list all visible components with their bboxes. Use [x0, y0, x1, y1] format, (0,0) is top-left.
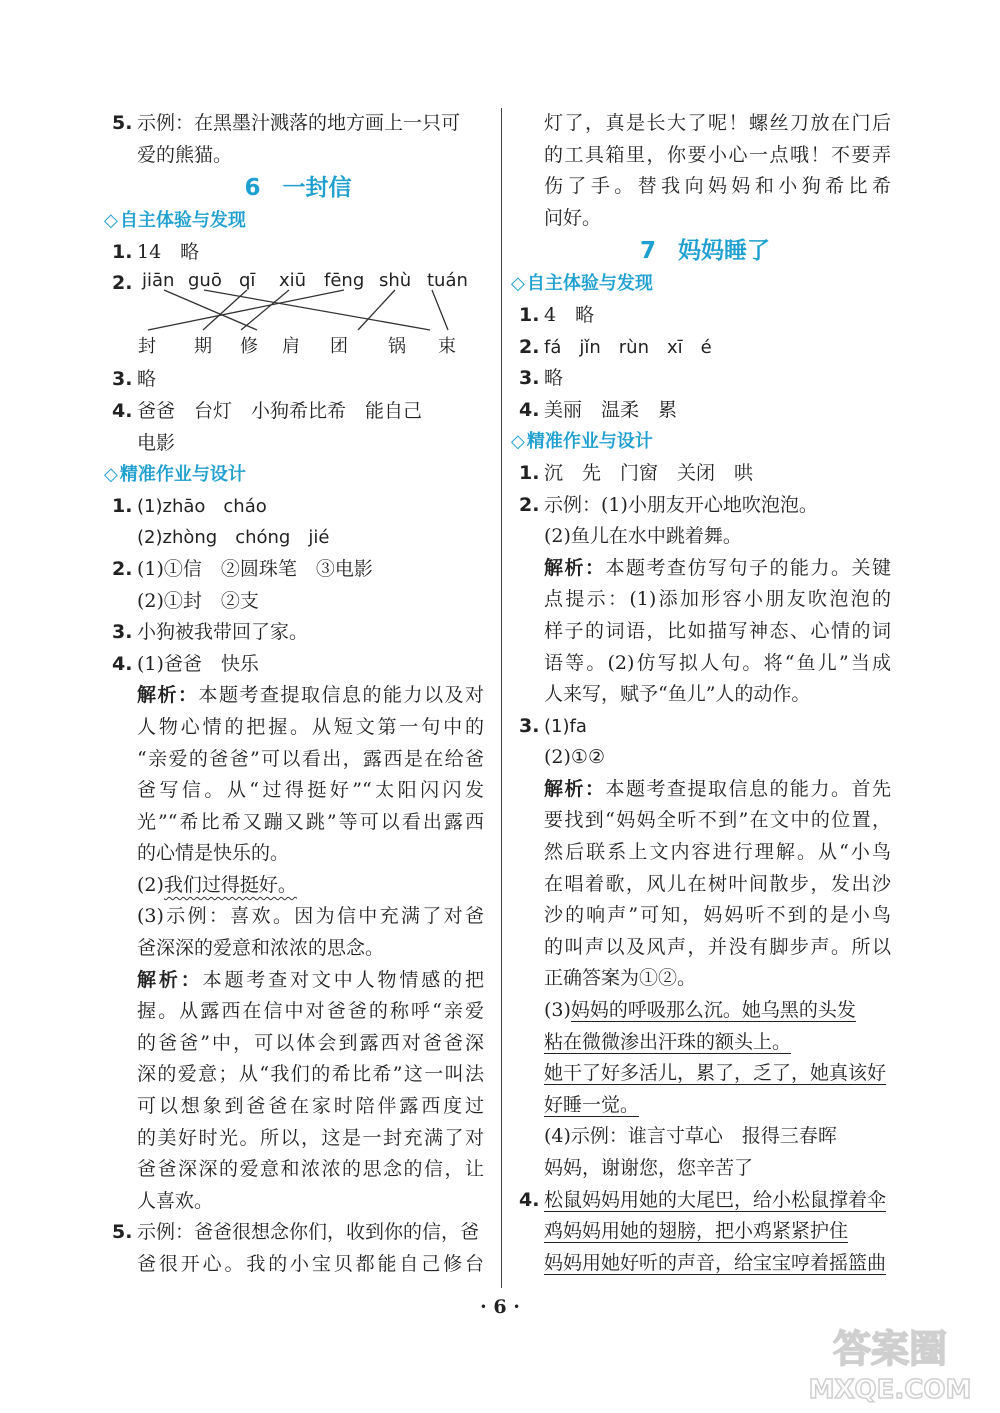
analysis-text: 然后联系上文内容进行理解。从“小鸟 — [544, 841, 891, 864]
underlined-text: 松鼠妈妈用她的大尾巴，给小松鼠撑着伞 — [544, 1188, 887, 1211]
answer-text: fá jǐn rùn xī é — [544, 336, 712, 358]
answer-text: 示例：(1)小朋友开心地吹泡泡。 — [544, 493, 818, 516]
section-title: 精准作业与设计 — [119, 464, 246, 486]
analysis-text: 人来写，赋予“鱼儿”人的动作。 — [544, 683, 811, 706]
analysis-text: 的美好时光。所以，这是一封充满了对 — [137, 1126, 484, 1149]
page-number: · 6 · — [480, 1296, 520, 1318]
section-title: 自主体验与发现 — [526, 273, 653, 295]
answer-text: 妈妈，谢谢您，您辛苦了 — [544, 1157, 754, 1179]
analysis-text: 语等。(2)仿写拟人句。将“鱼儿”当成 — [544, 651, 891, 674]
answer-5 — [112, 108, 484, 140]
hanzi: 团 — [330, 336, 348, 358]
analysis-line — [519, 553, 891, 585]
underlined-text: 好睡一觉。 — [544, 1093, 640, 1116]
wavy-underlined-text: 我们过得挺好。 — [163, 873, 297, 896]
analysis-text: 本题考查仿写句子的能力。关键 — [605, 556, 891, 579]
answer-1 — [519, 458, 891, 490]
analysis-line — [112, 965, 484, 997]
analysis-text: 沙的响声”可知，妈妈听不到的是小鸟 — [544, 904, 891, 927]
answer-1 — [112, 237, 484, 269]
hanzi: 封 — [138, 336, 156, 358]
item-number: 5. — [112, 1221, 133, 1244]
pinyin: tuán — [427, 270, 468, 292]
answer-text — [519, 1058, 891, 1090]
pinyin: fēng — [324, 270, 365, 292]
lesson-number: 6 — [244, 175, 261, 202]
answer-text: 爸很开心。我的小宝贝都能自己修台 — [137, 1253, 484, 1275]
underlined-text: 粘在微微渗出汗珠的额头上。 — [544, 1030, 792, 1053]
pinyin: xiū — [279, 270, 307, 292]
answer-1 — [519, 300, 891, 332]
watermark-text: 答案圈 — [832, 1327, 948, 1371]
answer-text: 美丽 温柔 累 — [544, 398, 678, 421]
item-number: 2. — [519, 335, 540, 358]
answer-text: (2)zhòng chóng jié — [137, 527, 330, 549]
analysis-text: 点提示：(1)添加形容小朋友吹泡泡的 — [544, 588, 891, 611]
analysis-text: “亲爱的爸爸”可以看出，露西是在给爸 — [137, 747, 484, 770]
answer-text: (1)爸爸 快乐 — [137, 652, 259, 675]
analysis-text: 光”“希比希又蹦又跳”等可以看出露西 — [137, 810, 484, 833]
analysis-text: 要找到“妈妈全听不到”在文中的位置， — [544, 809, 891, 832]
analysis-text: 爸爸深深的爱意和浓浓的思念的信，让 — [137, 1158, 484, 1181]
item-number: 1. — [519, 303, 540, 326]
answer-text: 爸爸 台灯 小狗希比希 能自己 — [137, 399, 423, 422]
pinyin: jiān — [142, 270, 175, 292]
answer-4 — [112, 649, 484, 681]
analysis-line — [519, 774, 891, 806]
answer-3 — [112, 617, 484, 649]
matching-exercise — [112, 268, 484, 364]
answer-2 — [112, 554, 484, 586]
answer-text: 略 — [137, 368, 157, 391]
lesson-name: 一封信 — [282, 175, 352, 202]
hanzi: 肩 — [282, 336, 300, 358]
section-heading — [511, 426, 891, 458]
sub-number: (2) — [137, 873, 164, 896]
hanzi: 锅 — [388, 336, 406, 358]
analysis-text: 本题考查提取信息的能力。首先 — [605, 777, 891, 800]
analysis-text: 人物心情的把握。从短文第一句中的 — [137, 715, 484, 738]
answer-text: 14 略 — [137, 240, 200, 263]
answer-text — [112, 870, 484, 902]
diamond-icon: ◇ — [511, 431, 525, 453]
hanzi: 修 — [240, 336, 258, 358]
item-number: 1. — [112, 240, 133, 263]
answer-text: 爸深深的爱意和浓浓的思念。 — [137, 937, 385, 960]
answer-text-cont: 问好。 — [544, 206, 602, 229]
answer-text — [519, 1027, 891, 1059]
item-number: 5. — [112, 112, 133, 134]
analysis-text: 样子的词语，比如描写神态、心情的词 — [544, 619, 891, 642]
item-number: 4. — [112, 399, 133, 422]
analysis-text: 的叫声以及风声，并没有脚步声。所以 — [544, 935, 891, 958]
answer-text — [519, 1216, 891, 1248]
answer-5 — [112, 1217, 484, 1249]
answer-text: (1)fa — [544, 715, 587, 737]
pinyin: shù — [379, 270, 412, 292]
answer-2 — [519, 490, 891, 522]
lesson-title-6 — [112, 171, 484, 205]
diamond-icon: ◇ — [104, 210, 118, 232]
answer-text: 示例：在黑墨汁溅落的地方画上一只可 — [137, 112, 461, 134]
section-heading — [104, 205, 484, 237]
analysis-label: 解析： — [544, 556, 606, 579]
answer-text — [519, 1090, 891, 1122]
analysis-line — [112, 680, 484, 712]
analysis-text: 可以想象到爸爸在家时陪伴露西度过 — [137, 1095, 484, 1118]
hanzi: 束 — [438, 336, 456, 358]
answer-text: (2)①封 ②支 — [137, 589, 259, 612]
analysis-text: 正确答案为①②。 — [544, 967, 697, 990]
answer-text: 沉 先 门窗 关闭 哄 — [544, 461, 754, 484]
item-number: 3. — [112, 368, 133, 391]
answer-text: (1)zhāo cháo — [137, 495, 267, 517]
section-title: 精准作业与设计 — [526, 431, 653, 453]
answer-text: 小狗被我带回了家。 — [137, 621, 309, 644]
answer-4 — [519, 1185, 891, 1217]
underlined-text: 妈妈用她好听的声音，给宝宝哼着摇篮曲 — [544, 1251, 887, 1274]
answer-3 — [112, 364, 484, 396]
analysis-text: 在唱着歌，风儿在树叶间散步，发出沙 — [544, 872, 891, 895]
answer-text-cont: 伤了手。替我向妈妈和小狗希比希 — [544, 175, 891, 198]
pinyin: qī — [239, 270, 256, 292]
hanzi: 期 — [194, 336, 212, 358]
item-number: 4. — [519, 398, 540, 421]
answer-2 — [519, 332, 891, 364]
item-number: 1. — [112, 494, 133, 517]
answer-text — [519, 1248, 891, 1280]
item-number: 1. — [519, 461, 540, 484]
section-heading — [104, 459, 484, 491]
item-number: 3. — [519, 367, 540, 390]
diamond-icon: ◇ — [104, 464, 118, 486]
sub-number: (3) — [544, 999, 571, 1022]
analysis-text: 握。从露西在信中对爸爸的称呼“亲爱 — [137, 1000, 484, 1023]
left-column — [104, 108, 484, 1281]
underlined-text: 鸡妈妈用她的翅膀，把小鸡紧紧护住 — [544, 1220, 849, 1243]
answer-text — [519, 995, 891, 1027]
item-number: 4. — [112, 652, 133, 675]
answer-text: (1)①信 ②圆珠笔 ③电影 — [137, 557, 373, 580]
underlined-text: 她干了好多活儿，累了，乏了，她真该好 — [544, 1062, 887, 1085]
right-column — [511, 108, 891, 1279]
analysis-label: 解析： — [137, 968, 203, 991]
answer-3 — [519, 363, 891, 395]
answer-text-cont: 电影 — [137, 431, 176, 454]
analysis-label: 解析： — [137, 684, 199, 707]
answer-text: 示例：爸爸很想念你们，收到你的信，爸 — [137, 1221, 480, 1244]
answer-text-cont: 的工具箱里，你要小心一点哦！不要弄 — [544, 143, 891, 166]
watermark-logo — [790, 1320, 990, 1405]
underlined-text: 妈妈的呼吸那么沉。她乌黑的头发 — [570, 999, 856, 1022]
lesson-name: 妈妈睡了 — [678, 238, 770, 265]
item-number: 4. — [519, 1188, 540, 1211]
diamond-icon: ◇ — [511, 273, 525, 295]
item-number: 2. — [112, 272, 133, 295]
answer-text: (2)鱼儿在水中跳着舞。 — [544, 525, 742, 548]
answer-3 — [519, 711, 891, 743]
answer-text-cont: 爱的熊猫。 — [137, 143, 233, 166]
answer-text: (2)①② — [544, 746, 605, 769]
answer-1 — [112, 491, 484, 523]
item-number: 3. — [112, 621, 133, 644]
answer-4 — [112, 396, 484, 428]
analysis-text: 的爸爸”中，可以体会到露西对爸爸深 — [137, 1031, 484, 1054]
analysis-text: 人喜欢。 — [137, 1189, 214, 1212]
answer-text: (4)示例：谁言寸草心 报得三春晖 — [544, 1125, 837, 1148]
section-heading — [511, 268, 891, 300]
lesson-number: 7 — [639, 238, 656, 265]
column-divider — [501, 108, 502, 1288]
analysis-text: 爸写信。从“过得挺好”“太阳闪闪发 — [137, 779, 484, 802]
watermark-url: MXQE.COM — [808, 1375, 972, 1405]
answer-text: 4 略 — [544, 303, 595, 326]
answer-text-cont: 灯了，真是长大了呢！螺丝刀放在门后 — [544, 112, 891, 134]
answer-text: (3)示例：喜欢。因为信中充满了对爸 — [137, 905, 484, 928]
lesson-title-7 — [519, 234, 891, 268]
pinyin: guō — [188, 270, 222, 292]
item-number: 2. — [112, 557, 133, 580]
section-title: 自主体验与发现 — [119, 210, 246, 232]
analysis-text: 本题考查提取信息的能力以及对 — [198, 684, 484, 707]
item-number: 2. — [519, 493, 540, 516]
item-number: 3. — [519, 714, 540, 737]
analysis-text: 的心情是快乐的。 — [137, 842, 290, 865]
answer-4 — [519, 395, 891, 427]
analysis-text: 深的爱意；从“我们的希比希”这一叫法 — [137, 1063, 484, 1086]
analysis-text: 本题考查对文中人物情感的把 — [202, 968, 484, 991]
answer-text: 略 — [544, 367, 564, 390]
analysis-label: 解析： — [544, 777, 606, 800]
